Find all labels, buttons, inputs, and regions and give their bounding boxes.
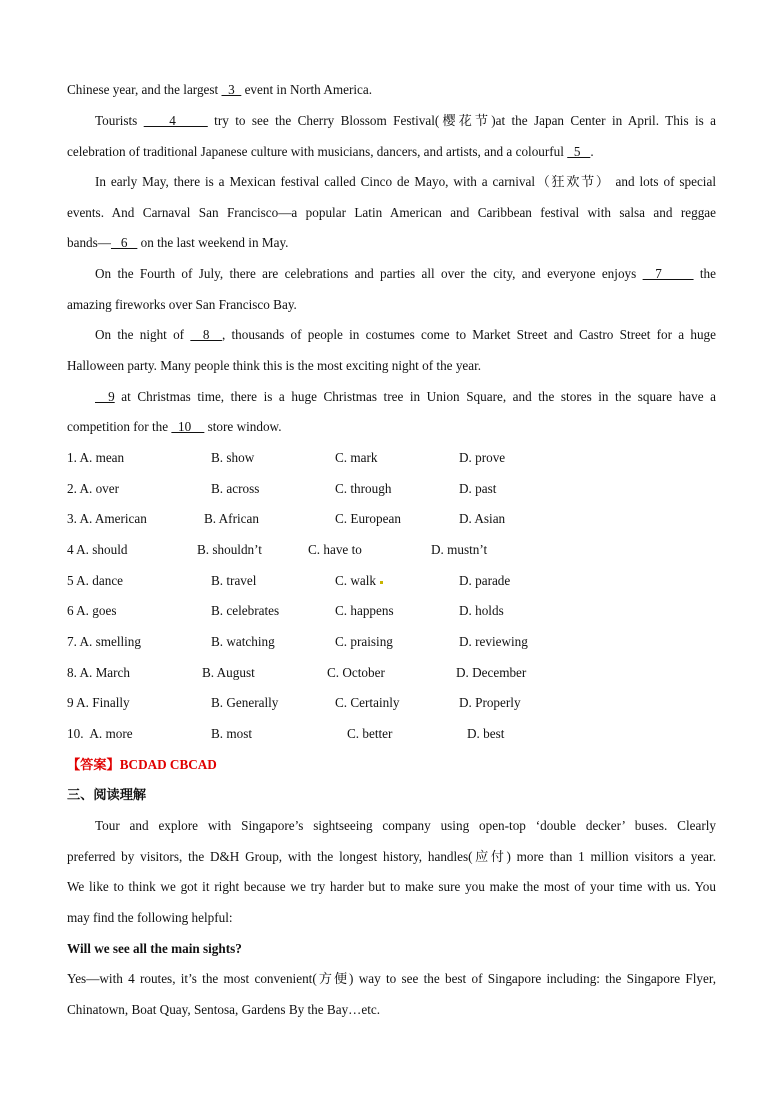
option-b: B. show xyxy=(211,450,255,465)
reading-line-2: preferred by visitors, the D&H Group, with the longest history, handles(应付) more than 1 million visitors a year. xyxy=(67,849,716,864)
passage-line-10: Halloween party. Many people think this is the most exciting night of the year. xyxy=(67,358,482,373)
passage-line-11: 9 at Christmas time, there is a huge Christmas tree in Union Square, and the stores in the square have a xyxy=(95,389,716,404)
option-d: D. Properly xyxy=(459,695,521,710)
reading-line-5: Yes—with 4 routes, it’s the most convenient(方便) way to see the best of Singapore including: the Singapore Flyer, xyxy=(67,971,716,986)
option-b: B. shouldn’t xyxy=(197,542,262,557)
option-c: C. October xyxy=(327,665,385,680)
stray-mark xyxy=(380,581,383,584)
option-d: D. Asian xyxy=(459,511,506,526)
option-b: B. Generally xyxy=(211,695,279,710)
blank-7: 7 xyxy=(642,266,694,281)
option-c: C. through xyxy=(335,481,392,496)
passage-line-5: events. And Carnaval San Francisco—a popular Latin American and Caribbean festival with salsa and reggae xyxy=(67,205,716,220)
option-d: D. past xyxy=(459,481,497,496)
reading-line-1: Tour and explore with Singapore’s sightseeing company using open-top ‘double decker’ buses. Clearly xyxy=(95,818,716,833)
option-d: D. mustn’t xyxy=(431,542,488,557)
option-c: C. praising xyxy=(335,634,393,649)
option-b: B. watching xyxy=(211,634,275,649)
passage-line-2: Tourists 4 try to see the Cherry Blossom Festival(樱花节)at the Japan Center in April. This is a xyxy=(95,113,717,128)
option-c: C. mark xyxy=(335,450,378,465)
section-heading: 三、阅读理解 xyxy=(67,787,147,802)
option-b: B. travel xyxy=(211,573,257,588)
blank-9: 9 xyxy=(95,389,115,404)
option-d: D. parade xyxy=(459,573,511,588)
passage-line-1: Chinese year, and the largest 3 event in North America. xyxy=(67,82,373,97)
option-d: D. holds xyxy=(459,603,504,618)
option-a: 9 A. Finally xyxy=(67,695,130,710)
blank-10: 10 xyxy=(171,419,205,434)
passage-line-9: On the night of 8 , thousands of people in costumes come to Market Street and Castro Street for a huge xyxy=(95,327,717,342)
option-b: B. African xyxy=(204,511,259,526)
passage-line-3: celebration of traditional Japanese culture with musicians, dancers, and artists, and a colourful 5 . xyxy=(67,144,594,159)
option-a: 7. A. smelling xyxy=(67,634,141,649)
reading-question: Will we see all the main sights? xyxy=(67,941,242,956)
option-b: B. most xyxy=(211,726,253,741)
option-c: C. happens xyxy=(335,603,394,618)
option-c: C. walk xyxy=(335,573,383,589)
option-b: B. celebrates xyxy=(211,603,280,618)
passage-line-6: bands— 6 on the last weekend in May. xyxy=(67,235,289,250)
answer-key: 【答案】BCDAD CBCAD xyxy=(67,757,217,772)
option-a: 8. A. March xyxy=(67,665,130,680)
reading-line-4: may find the following helpful: xyxy=(67,910,233,925)
option-a: 5 A. dance xyxy=(67,573,124,588)
option-a: 1. A. mean xyxy=(67,450,125,465)
option-a: 3. A. American xyxy=(67,511,147,526)
blank-4: 4 xyxy=(143,113,208,128)
reading-line-3: We like to think we got it right because we try harder but to make sure you make the most of your time with us. You xyxy=(67,879,716,894)
option-d: D. reviewing xyxy=(459,634,528,649)
passage-line-4: In early May, there is a Mexican festival called Cinco de Mayo, with a carnival（狂欢节） and lots of special xyxy=(95,174,716,189)
blank-8: 8 xyxy=(190,327,222,342)
option-a: 10. A. more xyxy=(67,726,133,741)
option-d: D. best xyxy=(467,726,505,741)
option-a: 4 A. should xyxy=(67,542,128,557)
reading-line-6: Chinatown, Boat Quay, Sentosa, Gardens By the Bay…etc. xyxy=(67,1002,381,1017)
option-a: 2. A. over xyxy=(67,481,120,496)
option-c: C. European xyxy=(335,511,401,526)
option-c: C. better xyxy=(347,726,393,741)
option-a: 6 A. goes xyxy=(67,603,117,618)
passage-line-7: On the Fourth of July, there are celebrations and parties all over the city, and everyone enjoys 7 the xyxy=(95,266,717,281)
option-d: D. December xyxy=(456,665,527,680)
passage-line-12: competition for the 10 store window. xyxy=(67,419,282,434)
option-d: D. prove xyxy=(459,450,506,465)
blank-3: 3 xyxy=(221,82,242,97)
option-c: C. have to xyxy=(308,542,362,557)
option-b: B. across xyxy=(211,481,260,496)
blank-6: 6 xyxy=(110,235,138,250)
blank-5: 5 xyxy=(567,144,591,159)
option-b: B. August xyxy=(202,665,255,680)
option-c: C. Certainly xyxy=(335,695,400,710)
passage-line-8: amazing fireworks over San Francisco Bay. xyxy=(67,297,297,312)
